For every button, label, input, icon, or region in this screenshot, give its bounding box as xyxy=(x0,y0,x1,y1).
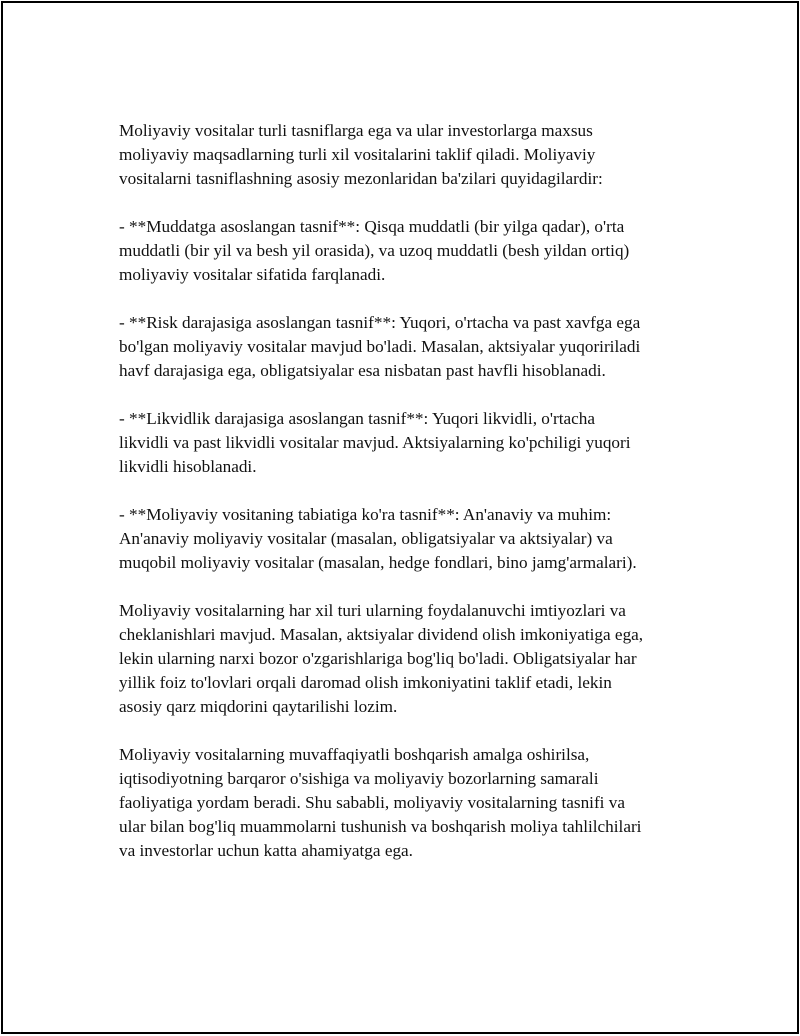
risk-classification-paragraph: - **Risk darajasiga asoslangan tasnif**: Yuqori, o'rtacha va past xavfga ega bo'lgan moliyaviy vositalar mavjud bo'ladi. Masalan, aktsiyalar yuqoririladi havf darajasiga ega, obligatsiyalar esa nisbatan past havfli hisoblanadi. xyxy=(119,313,641,380)
term-classification-paragraph: - **Muddatga asoslangan tasnif**: Qisqa muddatli (bir yilga qadar), o'rta muddatli (bir yil va besh yil orasida), va uzoq muddatli (besh yildan ortiq) moliyaviy vositalar sifatida farqlanadi. xyxy=(119,217,630,284)
nature-classification-paragraph: - **Moliyaviy vositaning tabiatiga ko'ra tasnif**: An'anaviy va muhim: An'anaviy moliyaviy vositalar (masalan, obligatsiyalar va aktsiyalar) va muqobil moliyaviy vositalar (masalan, hedge fondlari, bino jamg'armalari). xyxy=(119,505,637,572)
liquidity-classification-paragraph: - **Likvidlik darajasiga asoslangan tasnif**: Yuqori likvidli, o'rtacha likvidli va past likvidli vositalar mavjud. Aktsiyalarning ko'pchiligi yuqori likvidli hisoblanadi. xyxy=(119,409,631,476)
advantages-limitations-paragraph: Moliyaviy vositalarning har xil turi ularning foydalanuvchi imtiyozlari va cheklanishlari mavjud. Masalan, aktsiyalar dividend olish imkoniyatiga ega, lekin ularning narxi bozor o'zgarishlariga bog'liq bo'ladi. Obligatsiyalar har yillik foiz to'lovlari orqali daromad olish imkoniyatini taklif etadi, lekin asosiy qarz miqdorini qaytarilishi lozim. xyxy=(119,601,644,716)
document-page xyxy=(1,1,799,1034)
intro-paragraph: Moliyaviy vositalar turli tasniflarga ega va ular investorlarga maxsus moliyaviy maqsadlarning turli xil vositalarini taklif qiladi. Moliyaviy vositalarni tasniflashning asosiy mezonlaridan ba'zilari quyidagilardir: xyxy=(119,121,603,188)
conclusion-paragraph: Moliyaviy vositalarning muvaffaqiyatli boshqarish amalga oshirilsa, iqtisodiyotning barqaror o'sishiga va moliyaviy bozorlarning samarali faoliyatiga yordam beradi. Shu sababli, moliyaviy vositalarning tasnifi va ular bilan bog'liq muammolarni tushunish va boshqarish moliya tahlilchilari va investorlar uchun katta ahamiyatga ega. xyxy=(119,745,642,860)
document-body xyxy=(119,119,699,887)
